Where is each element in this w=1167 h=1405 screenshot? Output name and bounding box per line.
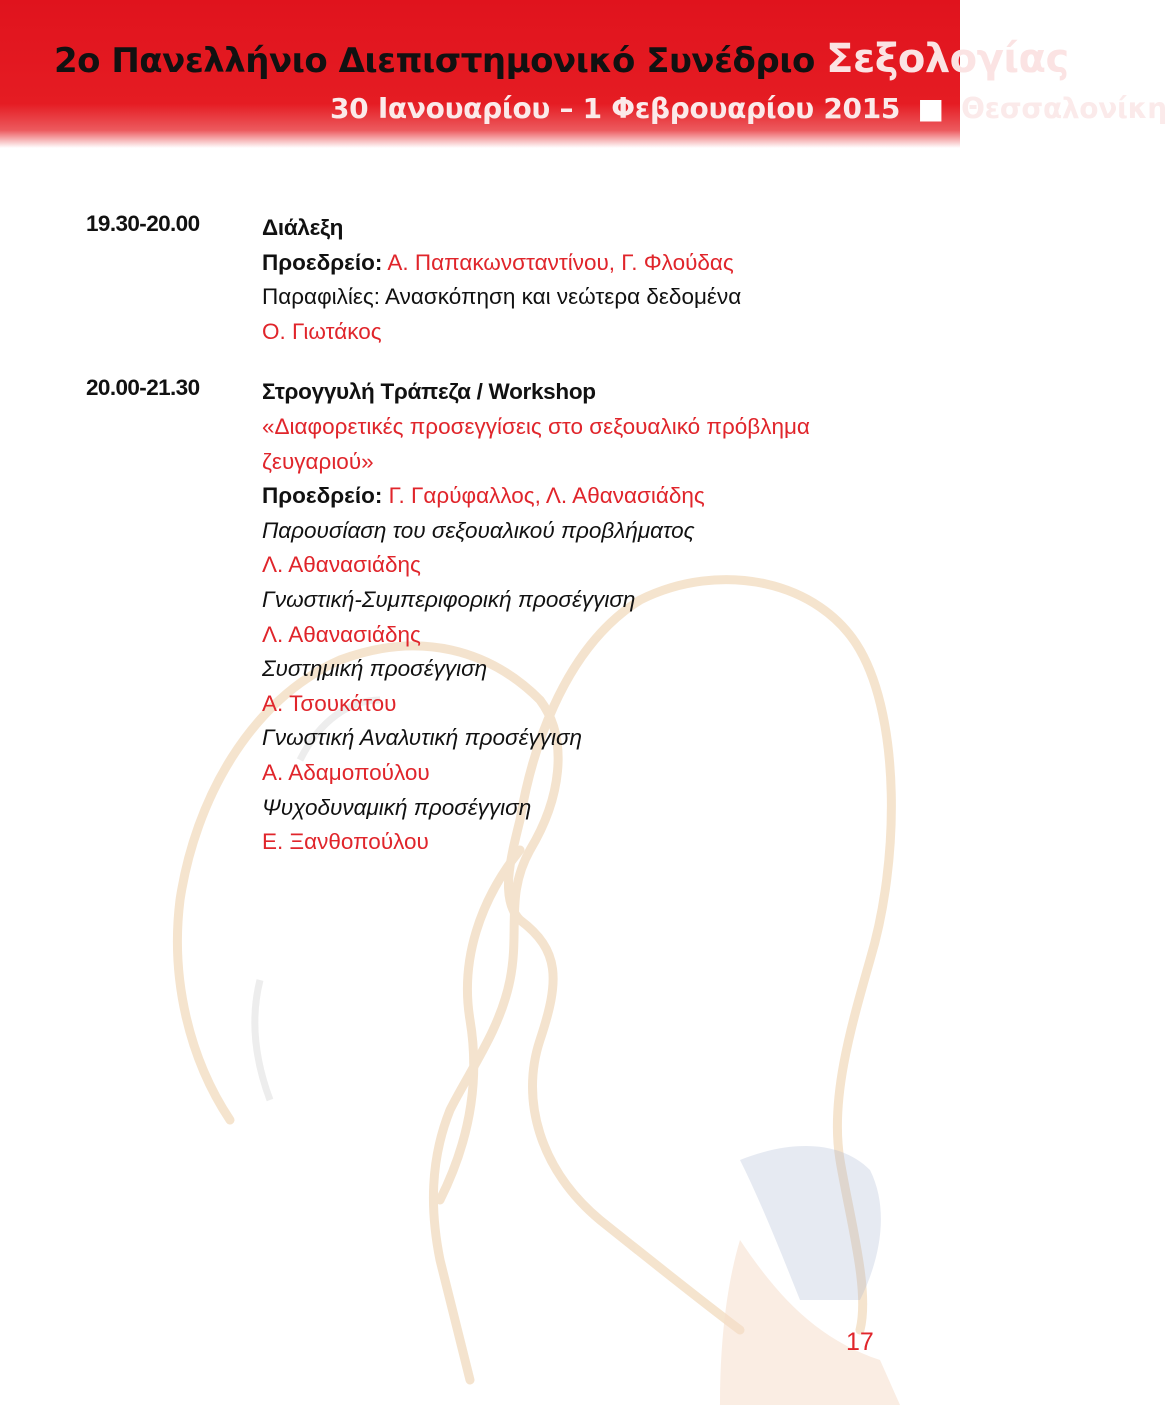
talk-speaker: Λ. Αθανασιάδης bbox=[262, 621, 421, 647]
chair-names: Γ. Γαρύφαλλος, Λ. Αθανασιάδης bbox=[388, 483, 705, 509]
banner-city: Θεσσαλονίκη bbox=[961, 92, 1167, 125]
session-title: Στρογγυλή Τράπεζα / Workshop bbox=[262, 379, 596, 405]
banner-separator: ■ bbox=[917, 92, 944, 125]
chair-label: Προεδρείο: bbox=[262, 249, 383, 275]
session-lecture bbox=[86, 211, 946, 349]
session-title: Διάλεξη bbox=[262, 215, 344, 240]
talk-title: Συστημική προσέγγιση bbox=[262, 656, 488, 682]
talk-title: Γνωστική Αναλυτική προσέγγιση bbox=[262, 725, 583, 751]
session-time: 20.00-21.30 bbox=[86, 375, 200, 401]
talk-title: Παραφιλίες: Ανασκόπηση και νεώτερα δεδομένα bbox=[262, 284, 742, 310]
talk-speaker: Α. Αδαμοπούλου bbox=[262, 759, 430, 785]
banner-title-accent: Σεξολογίας bbox=[826, 36, 1069, 82]
talk-speaker: Ε. Ξανθοπούλου bbox=[262, 829, 429, 855]
chair-label: Προεδρείο: bbox=[262, 483, 383, 509]
talk-title: Παρουσίαση του σεξουαλικού προβλήματος bbox=[262, 517, 695, 543]
talk-speaker: Α. Τσουκάτου bbox=[262, 690, 397, 716]
session-topic: «Διαφορετικές προσεγγίσεις στο σεξουαλικό πρόβλημα bbox=[262, 413, 810, 439]
programme-content bbox=[86, 211, 946, 886]
session-body bbox=[262, 211, 946, 349]
session-body bbox=[262, 375, 946, 859]
session-chairs bbox=[262, 246, 946, 281]
page-number: 17 bbox=[846, 1328, 874, 1356]
talk-title: Γνωστική-Συμπεριφορική προσέγγιση bbox=[262, 586, 636, 612]
session-topic: ζευγαριού» bbox=[262, 448, 374, 474]
banner-dates-text: 30 Ιανουαρίου – 1 Φεβρουαρίου 2015 bbox=[330, 92, 901, 125]
session-time: 19.30-20.00 bbox=[86, 211, 200, 236]
chair-names: Α. Παπακωνσταντίνου, Γ. Φλούδας bbox=[387, 249, 734, 275]
session-chairs bbox=[262, 479, 946, 514]
talk-speaker: Λ. Αθανασιάδης bbox=[262, 552, 421, 578]
talk-speaker: Ο. Γιωτάκος bbox=[262, 318, 382, 344]
banner-title-main: 2ο Πανελλήνιο Διεπιστημονικό Συνέδριο bbox=[54, 41, 815, 81]
session-roundtable bbox=[86, 375, 946, 859]
talk-title: Ψυχοδυναμική προσέγγιση bbox=[262, 794, 532, 820]
neck-detail bbox=[255, 980, 270, 1100]
